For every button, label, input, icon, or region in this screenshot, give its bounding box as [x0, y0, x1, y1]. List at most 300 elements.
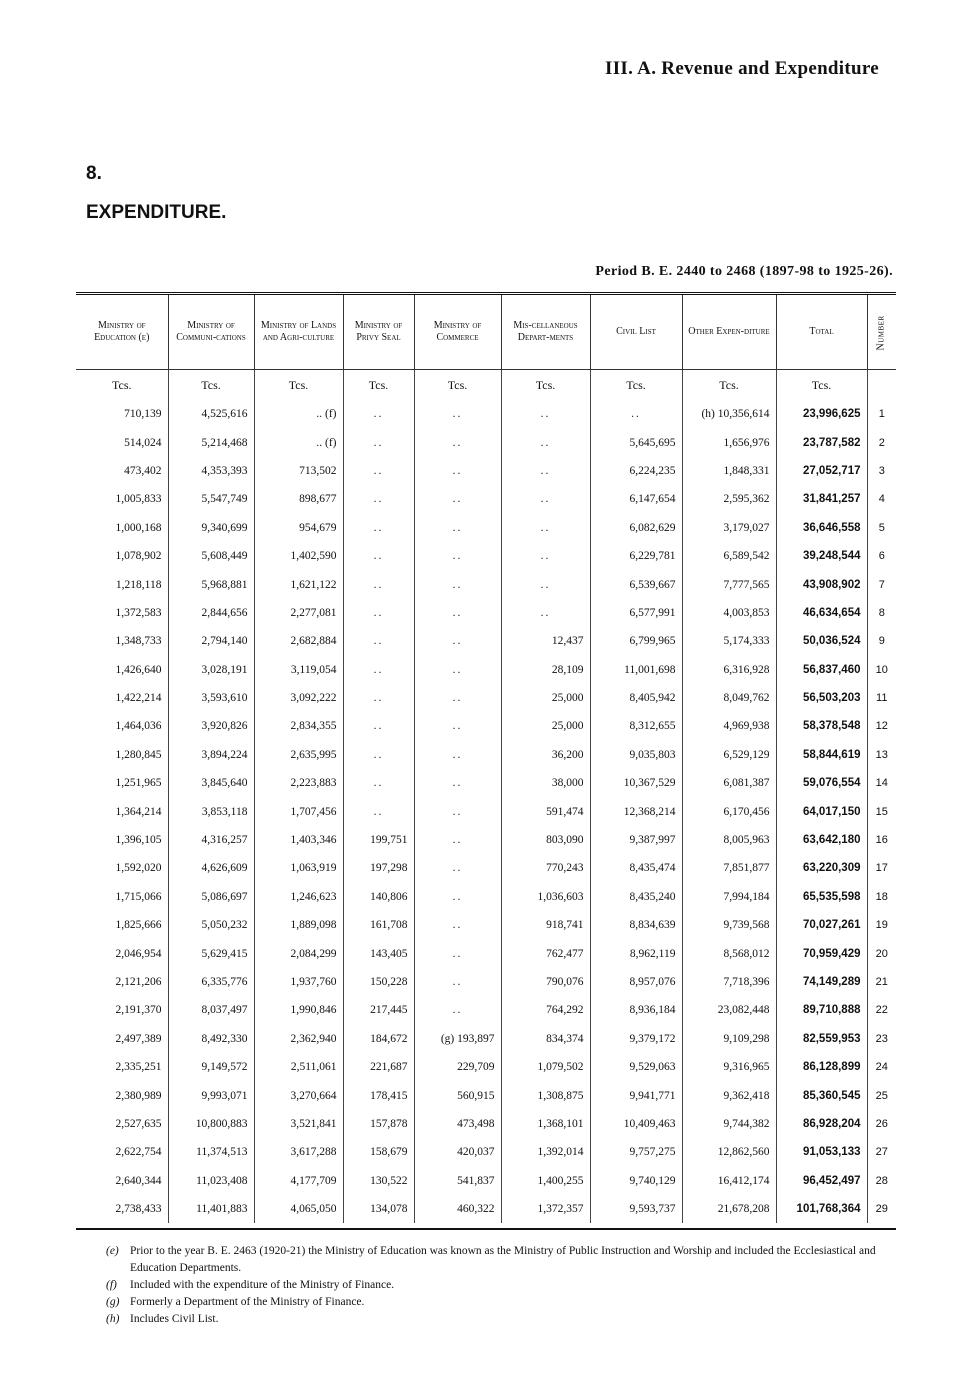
table-cell: .. — [343, 428, 414, 456]
header-total: Total — [776, 295, 867, 370]
table-cell: 36,200 — [501, 741, 590, 769]
table-cell: .. — [343, 485, 414, 513]
table-cell: 9,593,737 — [590, 1195, 682, 1223]
total-cell: 70,959,429 — [776, 939, 867, 967]
table-cell: 2,191,370 — [76, 996, 168, 1024]
table-cell: 199,751 — [343, 826, 414, 854]
table-cell: 2,335,251 — [76, 1053, 168, 1081]
footnote-mark: (e) — [106, 1245, 119, 1257]
footnote-text: Prior to the year B. E. 2463 (1920-21) the Ministry of Education was known as the Ministry of Public Instruction and Worship and included the Ecclesiastical and Education Departments. — [130, 1245, 876, 1274]
row-number-cell: 7 — [878, 578, 885, 591]
total-cell: 58,378,548 — [776, 712, 867, 740]
table-cell: 5,050,232 — [168, 911, 254, 939]
table-row — [76, 769, 896, 797]
table-cell: .. — [343, 514, 414, 542]
table-cell: 2,497,389 — [76, 1025, 168, 1053]
table-cell: 1,848,331 — [682, 457, 776, 485]
total-cell: 36,646,558 — [776, 514, 867, 542]
table-cell: 2,084,299 — [254, 939, 343, 967]
table-cell: 1,656,976 — [682, 428, 776, 456]
table-cell: 9,740,129 — [590, 1167, 682, 1195]
table-cell: 12,368,214 — [590, 797, 682, 825]
table-row — [76, 1138, 896, 1166]
table-cell: .. — [343, 741, 414, 769]
table-cell: 1,715,066 — [76, 883, 168, 911]
table-cell: .. — [414, 400, 501, 428]
table-cell: 8,834,639 — [590, 911, 682, 939]
table-cell: 9,757,275 — [590, 1138, 682, 1166]
header-lands-agriculture: Ministry of Lands and Agri-culture — [254, 295, 343, 370]
table-cell: .. — [343, 656, 414, 684]
table-cell: .. — [501, 485, 590, 513]
total-cell: 23,996,625 — [776, 400, 867, 428]
table-cell: 8,005,963 — [682, 826, 776, 854]
table-cell: 28,109 — [501, 656, 590, 684]
table-cell: .. — [414, 911, 501, 939]
total-cell: 56,837,460 — [776, 656, 867, 684]
table-cell: 1,218,118 — [76, 570, 168, 598]
row-number-cell: 9 — [878, 635, 885, 648]
table-cell: 1,000,168 — [76, 514, 168, 542]
table-cell: 16,412,174 — [682, 1167, 776, 1195]
total-cell: 39,248,544 — [776, 542, 867, 570]
footnote-mark: (f) — [106, 1279, 117, 1291]
table-cell: (h) 10,356,614 — [682, 400, 776, 428]
table-cell: 5,608,449 — [168, 542, 254, 570]
table-cell: 3,593,610 — [168, 684, 254, 712]
table-cell: 5,629,415 — [168, 939, 254, 967]
table-cell: 2,844,656 — [168, 599, 254, 627]
total-cell: 46,634,654 — [776, 599, 867, 627]
table-cell: 2,380,989 — [76, 1081, 168, 1109]
table-cell: 9,149,572 — [168, 1053, 254, 1081]
table-cell: 2,640,344 — [76, 1167, 168, 1195]
footnote-text: Formerly a Department of the Ministry of Finance. — [130, 1296, 365, 1308]
table-cell: 2,046,954 — [76, 939, 168, 967]
table-cell: 1,403,346 — [254, 826, 343, 854]
footnote-mark: (g) — [106, 1296, 120, 1308]
table-cell: 6,229,781 — [590, 542, 682, 570]
table-cell: .. (f) — [254, 400, 343, 428]
table-cell: .. — [414, 457, 501, 485]
table-row — [76, 627, 896, 655]
table-cell: 6,081,387 — [682, 769, 776, 797]
row-number-cell: 28 — [875, 1174, 888, 1187]
table-cell: .. — [501, 457, 590, 485]
row-number-cell: 1 — [878, 408, 885, 421]
table-cell: .. — [414, 514, 501, 542]
row-number-cell: 16 — [875, 834, 888, 847]
unit-cell: Tcs. — [590, 370, 682, 401]
table-cell: 9,739,568 — [682, 911, 776, 939]
table-cell: 9,744,382 — [682, 1110, 776, 1138]
table-cell: .. — [414, 939, 501, 967]
table-cell: 5,547,749 — [168, 485, 254, 513]
table-cell: .. — [414, 656, 501, 684]
row-number-cell: 17 — [875, 862, 888, 875]
row-number-cell: 21 — [875, 976, 888, 988]
table-cell: .. — [501, 570, 590, 598]
table-cell: .. — [414, 485, 501, 513]
table-row — [76, 996, 896, 1024]
table-row — [76, 457, 896, 485]
row-number-cell: 29 — [875, 1203, 888, 1216]
table-cell: 541,837 — [414, 1167, 501, 1195]
table-cell: 7,851,877 — [682, 854, 776, 882]
table-row — [76, 1053, 896, 1081]
header-miscellaneous: Mis-cellaneous Depart-ments — [501, 295, 590, 370]
table-cell: 1,464,036 — [76, 712, 168, 740]
table-cell: 11,023,408 — [168, 1167, 254, 1195]
table-row — [76, 514, 896, 542]
table-cell: .. — [414, 826, 501, 854]
table-cell: 1,592,020 — [76, 854, 168, 882]
unit-cell: Tcs. — [168, 370, 254, 401]
table-cell: 4,003,853 — [682, 599, 776, 627]
table-cell: 2,277,081 — [254, 599, 343, 627]
table-cell: 918,741 — [501, 911, 590, 939]
table-cell: 178,415 — [343, 1081, 414, 1109]
table-cell: .. — [414, 570, 501, 598]
table-cell: .. — [414, 854, 501, 882]
table-cell: .. — [414, 769, 501, 797]
table-cell: 2,223,883 — [254, 769, 343, 797]
row-number-cell: 8 — [878, 606, 885, 619]
total-cell: 43,908,902 — [776, 570, 867, 598]
table-row — [76, 684, 896, 712]
table-cell: 9,035,803 — [590, 741, 682, 769]
table-cell: 2,834,355 — [254, 712, 343, 740]
total-cell: 70,027,261 — [776, 911, 867, 939]
table-row — [76, 599, 896, 627]
table-cell: .. (f) — [254, 428, 343, 456]
table-cell: .. — [414, 712, 501, 740]
table-cell: 4,353,393 — [168, 457, 254, 485]
row-number-cell: 3 — [878, 464, 885, 477]
unit-cell: Tcs. — [776, 370, 867, 401]
table-cell: 4,525,616 — [168, 400, 254, 428]
table-cell: 9,529,063 — [590, 1053, 682, 1081]
table-row — [76, 741, 896, 769]
table-row — [76, 883, 896, 911]
table-cell: 3,092,222 — [254, 684, 343, 712]
table-cell: 954,679 — [254, 514, 343, 542]
total-cell: 58,844,619 — [776, 741, 867, 769]
table-cell: .. — [343, 400, 414, 428]
table-cell: 4,626,609 — [168, 854, 254, 882]
table-cell: 2,622,754 — [76, 1138, 168, 1166]
table-row — [76, 854, 896, 882]
total-cell: 31,841,257 — [776, 485, 867, 513]
table-cell: 184,672 — [343, 1025, 414, 1053]
table-cell: 1,402,590 — [254, 542, 343, 570]
table-row — [76, 1081, 896, 1109]
table-cell: 1,392,014 — [501, 1138, 590, 1166]
table-cell: 790,076 — [501, 968, 590, 996]
table-cell: 6,539,667 — [590, 570, 682, 598]
row-number-cell: 26 — [875, 1117, 888, 1130]
table-row — [76, 939, 896, 967]
footnotes — [106, 1243, 906, 1328]
table-cell: 9,362,418 — [682, 1081, 776, 1109]
table-cell: 473,402 — [76, 457, 168, 485]
table-cell: 6,224,235 — [590, 457, 682, 485]
table-cell: 8,568,012 — [682, 939, 776, 967]
expenditure-table — [76, 295, 896, 1223]
total-cell: 59,076,554 — [776, 769, 867, 797]
table-row — [76, 542, 896, 570]
table-cell: 6,577,991 — [590, 599, 682, 627]
table-cell: .. — [343, 457, 414, 485]
header-number: Number — [867, 295, 896, 370]
table-cell: .. — [343, 797, 414, 825]
table-cell: 21,678,208 — [682, 1195, 776, 1223]
table-cell: 898,677 — [254, 485, 343, 513]
total-cell: 91,053,133 — [776, 1138, 867, 1166]
table-cell: 4,969,938 — [682, 712, 776, 740]
table-cell: 9,941,771 — [590, 1081, 682, 1109]
table-cell: 1,368,101 — [501, 1110, 590, 1138]
table-cell: 3,617,288 — [254, 1138, 343, 1166]
table-cell: 9,109,298 — [682, 1025, 776, 1053]
total-cell: 89,710,888 — [776, 996, 867, 1024]
footnote — [106, 1311, 906, 1328]
table-cell: 2,794,140 — [168, 627, 254, 655]
table-cell: 8,492,330 — [168, 1025, 254, 1053]
total-cell: 96,452,497 — [776, 1167, 867, 1195]
table-cell: 134,078 — [343, 1195, 414, 1223]
table-cell: 1,621,122 — [254, 570, 343, 598]
table-cell: .. — [501, 400, 590, 428]
total-cell: 65,535,598 — [776, 883, 867, 911]
header-education: Ministry of Education (e) — [76, 295, 168, 370]
table-cell: 2,738,433 — [76, 1195, 168, 1223]
table-cell: 420,037 — [414, 1138, 501, 1166]
table-cell: 1,063,919 — [254, 854, 343, 882]
total-cell: 56,503,203 — [776, 684, 867, 712]
table-cell: 1,825,666 — [76, 911, 168, 939]
table-cell: 1,372,583 — [76, 599, 168, 627]
table-cell: (g) 193,897 — [414, 1025, 501, 1053]
table-cell: 460,322 — [414, 1195, 501, 1223]
table-cell: .. — [414, 542, 501, 570]
header-communications: Ministry of Communi-cations — [168, 295, 254, 370]
row-number-cell: 2 — [878, 436, 885, 449]
table-cell: 473,498 — [414, 1110, 501, 1138]
table-cell: 1,364,214 — [76, 797, 168, 825]
table-cell: 3,894,224 — [168, 741, 254, 769]
table-row — [76, 570, 896, 598]
header-commerce: Ministry of Commerce — [414, 295, 501, 370]
table-row — [76, 400, 896, 428]
table-cell: .. — [414, 968, 501, 996]
row-number-cell: 20 — [875, 947, 888, 960]
header-privy-seal: Ministry of Privy Seal — [343, 295, 414, 370]
table-cell: 803,090 — [501, 826, 590, 854]
table-cell: 1,280,845 — [76, 741, 168, 769]
table-cell: 8,312,655 — [590, 712, 682, 740]
footnote-text: Included with the expenditure of the Ministry of Finance. — [130, 1279, 395, 1291]
table-cell: 2,362,940 — [254, 1025, 343, 1053]
table-cell: 1,396,105 — [76, 826, 168, 854]
table-cell: 1,707,456 — [254, 797, 343, 825]
row-number-cell: 15 — [875, 805, 888, 818]
table-row — [76, 428, 896, 456]
table-cell: .. — [414, 627, 501, 655]
table-cell: 1,372,357 — [501, 1195, 590, 1223]
table-cell: 3,119,054 — [254, 656, 343, 684]
table-row — [76, 797, 896, 825]
table-cell: 6,316,928 — [682, 656, 776, 684]
total-cell: 82,559,953 — [776, 1025, 867, 1053]
table-cell: 2,121,206 — [76, 968, 168, 996]
table-cell: .. — [590, 400, 682, 428]
table-cell: .. — [414, 741, 501, 769]
table-cell: 38,000 — [501, 769, 590, 797]
table-cell: 9,379,172 — [590, 1025, 682, 1053]
table-cell: 1,348,733 — [76, 627, 168, 655]
section-number: 8. — [86, 163, 102, 184]
row-number-cell: 12 — [875, 720, 888, 733]
row-number-cell: 25 — [875, 1089, 888, 1102]
table-cell: .. — [501, 428, 590, 456]
table-cell: 9,387,997 — [590, 826, 682, 854]
table-cell: 1,422,214 — [76, 684, 168, 712]
table-cell: 764,292 — [501, 996, 590, 1024]
table-cell: 4,316,257 — [168, 826, 254, 854]
period-caption: Period B. E. 2440 to 2468 (1897-98 to 1925-26). — [595, 264, 893, 279]
table-cell: 150,228 — [343, 968, 414, 996]
table-cell: 8,936,184 — [590, 996, 682, 1024]
table-cell: 140,806 — [343, 883, 414, 911]
table-cell: 6,529,129 — [682, 741, 776, 769]
table-cell: 1,889,098 — [254, 911, 343, 939]
table-cell: 7,777,565 — [682, 570, 776, 598]
table-cell: 5,645,695 — [590, 428, 682, 456]
table-cell: 5,086,697 — [168, 883, 254, 911]
table-cell: 8,957,076 — [590, 968, 682, 996]
table-cell: 3,845,640 — [168, 769, 254, 797]
table-row — [76, 1167, 896, 1195]
table-cell: 11,401,883 — [168, 1195, 254, 1223]
table-cell: 7,994,184 — [682, 883, 776, 911]
table-cell: 11,001,698 — [590, 656, 682, 684]
row-number-cell: 22 — [875, 1004, 888, 1017]
total-cell: 23,787,582 — [776, 428, 867, 456]
table-cell: 8,435,240 — [590, 883, 682, 911]
table-row — [76, 1110, 896, 1138]
table-cell: .. — [501, 599, 590, 627]
table-cell: 12,862,560 — [682, 1138, 776, 1166]
row-number-cell: 11 — [876, 692, 888, 705]
table-cell: .. — [343, 570, 414, 598]
table-cell: 158,679 — [343, 1138, 414, 1166]
table-cell: .. — [343, 627, 414, 655]
table-cell: 8,962,119 — [590, 939, 682, 967]
table-cell: 2,635,995 — [254, 741, 343, 769]
table-cell: 8,405,942 — [590, 684, 682, 712]
footnote — [106, 1294, 906, 1311]
table-cell: 713,502 — [254, 457, 343, 485]
table-cell: .. — [414, 996, 501, 1024]
table-row — [76, 656, 896, 684]
footnote-text: Includes Civil List. — [130, 1313, 219, 1325]
footnote — [106, 1277, 906, 1294]
table-cell: 7,718,396 — [682, 968, 776, 996]
table-cell: 1,990,846 — [254, 996, 343, 1024]
table-cell: .. — [343, 599, 414, 627]
row-number-cell: 27 — [875, 1146, 888, 1159]
total-cell: 27,052,717 — [776, 457, 867, 485]
table-cell: 10,409,463 — [590, 1110, 682, 1138]
table-cell: 221,687 — [343, 1053, 414, 1081]
table-cell: 6,170,456 — [682, 797, 776, 825]
table-cell: 1,937,760 — [254, 968, 343, 996]
table-cell: 9,316,965 — [682, 1053, 776, 1081]
row-number-cell: 13 — [875, 748, 888, 761]
table-cell: .. — [343, 684, 414, 712]
table-cell: 1,079,502 — [501, 1053, 590, 1081]
table-cell: 3,521,841 — [254, 1110, 343, 1138]
table-cell: .. — [343, 769, 414, 797]
table-cell: 8,049,762 — [682, 684, 776, 712]
table-cell: 4,065,050 — [254, 1195, 343, 1223]
table-cell: 6,147,654 — [590, 485, 682, 513]
table-row — [76, 1025, 896, 1053]
table-cell: 762,477 — [501, 939, 590, 967]
unit-cell: Tcs. — [501, 370, 590, 401]
row-number-cell: 5 — [878, 521, 885, 534]
table-cell: 6,082,629 — [590, 514, 682, 542]
header-civil-list: Civil List — [590, 295, 682, 370]
table-cell: 3,853,118 — [168, 797, 254, 825]
table-cell: 1,246,623 — [254, 883, 343, 911]
table-cell: 161,708 — [343, 911, 414, 939]
table-cell: 3,270,664 — [254, 1081, 343, 1109]
table-cell: 25,000 — [501, 684, 590, 712]
table-cell: 1,078,902 — [76, 542, 168, 570]
header-other-expenditure: Other Expen-diture — [682, 295, 776, 370]
table-cell: 2,682,884 — [254, 627, 343, 655]
table-cell: 1,400,255 — [501, 1167, 590, 1195]
table-row — [76, 485, 896, 513]
table-row — [76, 826, 896, 854]
table-cell: .. — [343, 542, 414, 570]
total-cell: 85,360,545 — [776, 1081, 867, 1109]
table-cell: 1,036,603 — [501, 883, 590, 911]
table-cell: 834,374 — [501, 1025, 590, 1053]
table-cell: 1,426,640 — [76, 656, 168, 684]
table-cell: 2,527,635 — [76, 1110, 168, 1138]
table-cell: 197,298 — [343, 854, 414, 882]
table-cell: 157,878 — [343, 1110, 414, 1138]
table-cell: 2,511,061 — [254, 1053, 343, 1081]
table-cell: .. — [414, 428, 501, 456]
total-cell: 74,149,289 — [776, 968, 867, 996]
unit-cell — [867, 370, 896, 401]
table-cell: 6,335,776 — [168, 968, 254, 996]
table-cell: .. — [414, 883, 501, 911]
table-cell: 23,082,448 — [682, 996, 776, 1024]
total-cell: 101,768,364 — [776, 1195, 867, 1223]
total-cell: 86,128,899 — [776, 1053, 867, 1081]
table-cell: 4,177,709 — [254, 1167, 343, 1195]
unit-cell: Tcs. — [682, 370, 776, 401]
table-cell: 9,340,699 — [168, 514, 254, 542]
row-number-cell: 14 — [875, 777, 888, 790]
table-row — [76, 1195, 896, 1223]
table-cell: 6,799,965 — [590, 627, 682, 655]
